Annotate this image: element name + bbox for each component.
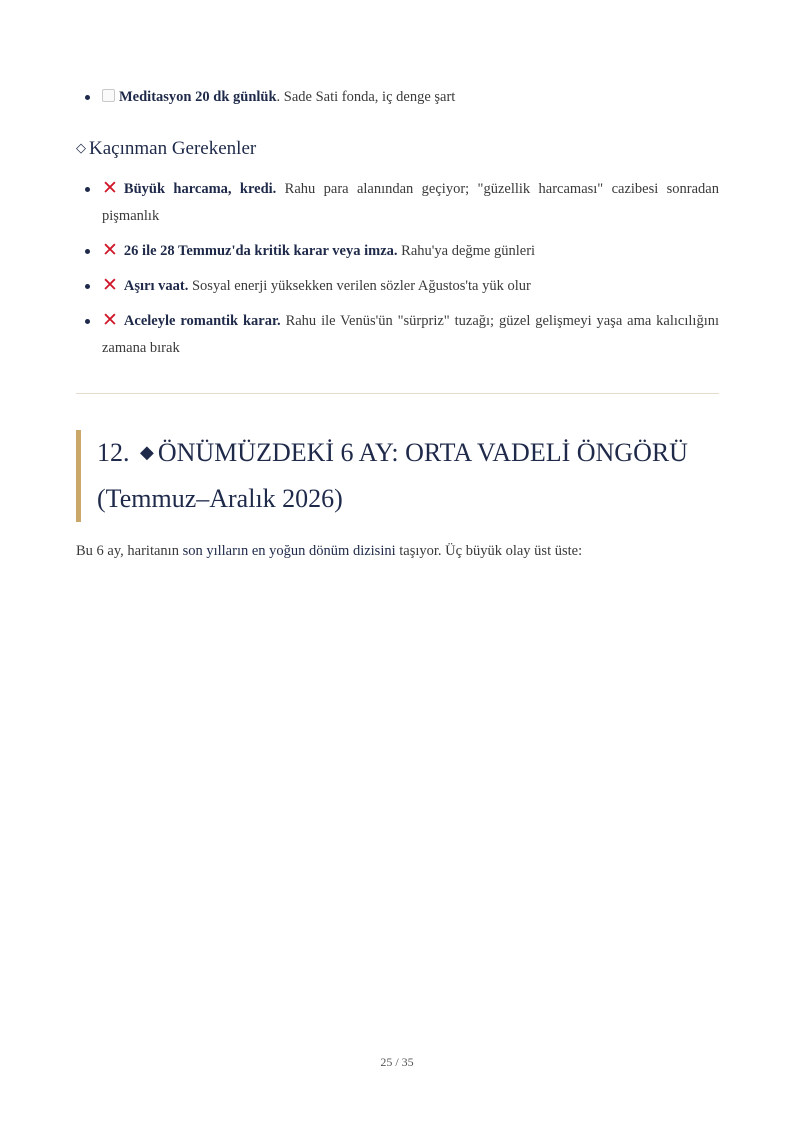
item-strong: Meditasyon 20 dk günlük <box>119 89 277 105</box>
item-text: Rahu ile Venüs'ün "sürpriz" tuzağı; güzel gelişmeyi yaşa ama kalıcılığını zamana bırak <box>102 313 719 356</box>
item-text: Rahu'ya değme günleri <box>397 243 536 259</box>
item-text: Sosyal enerji yüksekken verilen sözler Ağustos'ta yük olur <box>188 278 531 294</box>
checkbox-icon <box>102 89 115 102</box>
list-item <box>76 308 719 362</box>
avoid-list-container <box>76 176 719 362</box>
bullet-dot <box>85 187 90 192</box>
list-item <box>76 176 719 230</box>
top-list <box>76 84 719 111</box>
bullet-dot <box>85 319 90 324</box>
intro-text-before: Bu 6 ay, haritanın <box>76 543 183 559</box>
intro-emphasis: son yılların en yoğun dönüm dizisini <box>182 543 396 559</box>
section-title <box>97 430 719 522</box>
cross-mark-icon: ✕ <box>102 309 118 331</box>
item-text: Rahu para alanından geçiyor; "güzellik harcaması" cazibesi sonradan pişmanlık <box>102 181 719 224</box>
avoid-list <box>76 176 719 362</box>
diamond-icon: ◆ <box>140 442 154 463</box>
item-strong: Büyük harcama, kredi. <box>123 181 277 197</box>
diamond-outline-icon: ◇ <box>76 141 86 156</box>
cross-mark-icon: ✕ <box>102 239 118 261</box>
bullet-dot <box>85 284 90 289</box>
bullet-dot <box>85 95 90 100</box>
list-item <box>76 84 719 111</box>
intro-text-after: taşıyor. Üç büyük olay üst üste: <box>395 543 583 559</box>
bullet-dot <box>85 249 90 254</box>
section-title-line1: ÖNÜMÜZDEKİ 6 AY: ORTA VADELİ ÖNGÖRÜ <box>157 438 688 467</box>
avoid-heading <box>76 138 256 160</box>
section-divider <box>76 393 719 394</box>
list-item <box>76 238 719 265</box>
item-strong: Aceleyle romantik karar. <box>123 313 281 329</box>
cross-mark-icon: ✕ <box>102 177 118 199</box>
item-strong: Aşırı vaat. <box>123 278 189 294</box>
list-item <box>76 273 719 300</box>
cross-mark-icon: ✕ <box>102 274 118 296</box>
item-strong: 26 ile 28 Temmuz'da kritik karar veya imza. <box>123 243 398 259</box>
intro-paragraph <box>76 540 719 562</box>
section-heading-block <box>76 430 719 522</box>
section-title-line2: (Temmuz–Aralık 2026) <box>97 484 343 513</box>
top-list-container <box>76 84 719 111</box>
avoid-heading-text: Kaçınman Gerekenler <box>89 138 257 159</box>
item-text: . Sade Sati fonda, iç denge şart <box>276 89 456 105</box>
page-number: 25 / 35 <box>380 1055 414 1069</box>
section-number: 12. <box>97 438 130 467</box>
